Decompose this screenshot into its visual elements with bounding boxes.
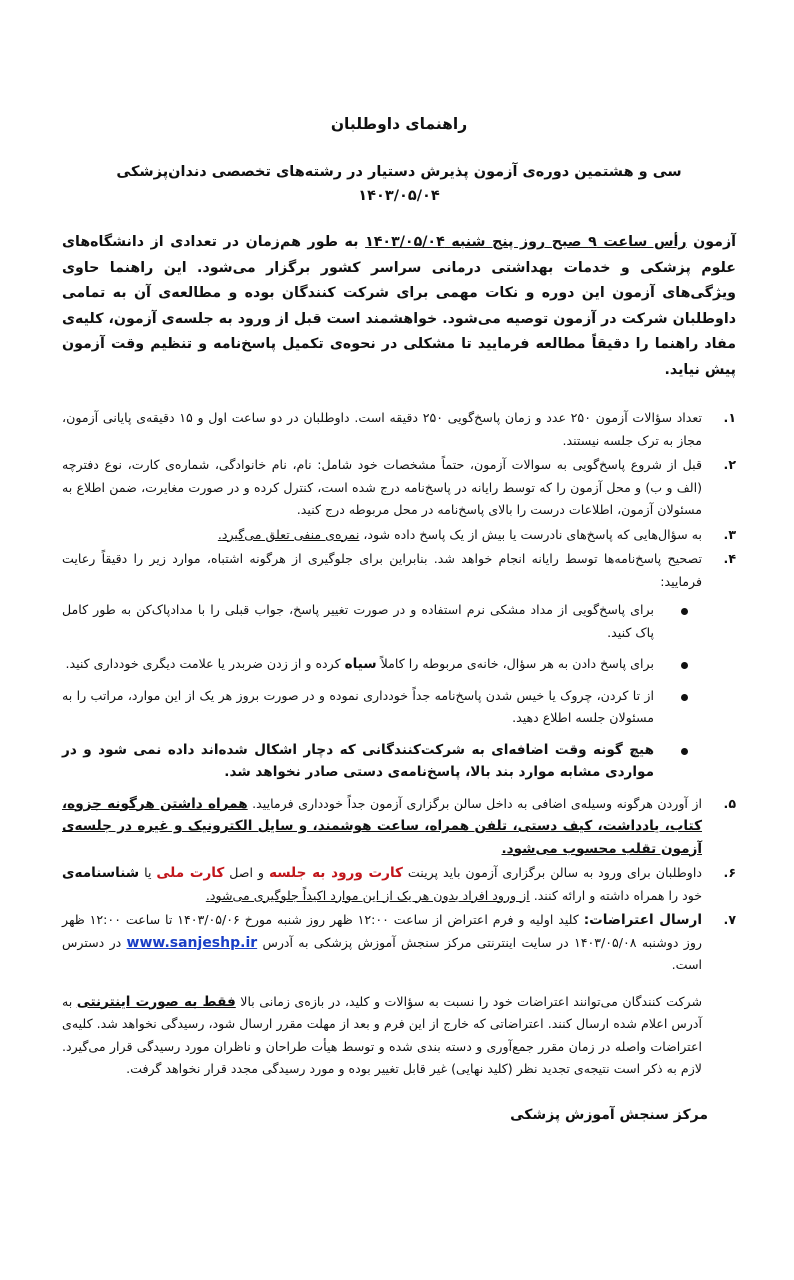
item-text: یا [139,865,157,880]
item-text: در دسترس است. [62,934,702,972]
birth-certificate-label: شناسنامه‌ی [62,865,140,881]
item-number: ۱. [723,410,736,425]
item-text: تعداد سؤالات آزمون ۲۵۰ عدد و زمان پاسخ‌گویی ۲۵۰ دقیقه است. داوطلبان در دو ساعت اول و ۱۵ دقیقه‌ی پایانی آزمون، مجاز به ترک جلسه نیستند. [62,410,702,448]
bullet-icon [681,694,688,701]
instruction-item-7 [62,909,736,977]
bullet-bold-text: هیچ گونه وقت اضافه‌ای به شرکت‌کنندگانی که دچار اشکال شده‌اند داده نمی شود و در مواردی مشابه موارد بند بالا، پاسخ‌نامه‌ی دستی صادر نخواهد شد. [62,741,654,780]
bullet-icon [681,662,688,669]
intro-text-2: به طور هم‌زمان در تعدادی از دانشگاه‌های علوم پزشکی و خدمات بهداشتی درمانی سراسر کشور برگزار می‌شود. این راهنما حاوی ویژگی‌های آزمون این دوره و نکات مهمی برای شرکت کنندگان بوده و مطالعه‌ی آن به تمامی داوطلبان شرکت در آزمون توصیه می‌شود. خواهشمند است قبل از ورود به جلسه‌ی آزمون، کلیه‌ی مفاد راهنما را دقیقاً مطالعه فرمایید تا مشکلی در نحوه‌ی تکمیل پاسخ‌نامه و تنظیم وقت آزمون پیش نیاید. [62,234,736,378]
bullet-icon [681,608,688,615]
national-card-label: کارت ملی [156,865,225,881]
instructions-list [62,407,736,977]
item-number: ۴. [723,551,736,566]
item-text: کلید اولیه و فرم اعتراض از ساعت ۱۲:۰۰ ظهر روز شنبه مورخ ۱۴۰۳/۰۵/۰۶ تا ساعت ۱۲:۰۰ ظهر روز دوشنبه ۱۴۰۳/۰۵/۰۸ در سایت اینترنتی مرکز سنجش آموزش پزشکی به آدرس [62,912,702,950]
instruction-item-3 [62,524,736,547]
item-text: تصحیح پاسخ‌نامه‌ها توسط رایانه انجام خواهد شد. بنابراین برای جلوگیری از هرگونه اشتباه، موارد زیر را دقیقاً رعایت فرمایید: [62,551,702,589]
online-only-emphasis: فقط به صورت اینترنتی [76,993,236,1010]
intro-paragraph [62,230,736,383]
bullet-item [62,739,654,784]
bullet-icon [681,748,688,755]
entry-restriction-note: از ورود افراد بدون هر یک از این موارد اکیداً جلوگیری می‌شود. [205,887,530,903]
instruction-item-2 [62,454,736,522]
note-text: شرکت کنندگان می‌توانند اعتراضات خود را نسبت به سؤالات و کلید، در بازه‌ی زمانی بالا [235,993,703,1009]
bullet-bold-word: سیاه [344,656,377,672]
bullet-item [62,599,654,644]
item-text: از آوردن هرگونه وسیله‌ی اضافی به داخل سالن برگزاری آزمون جداً خودداری فرمایید. [247,795,702,811]
intro-text-1: آزمون [686,234,736,250]
item-number: ۲. [723,457,736,472]
item-text: داوطلبان برای ورود به سالن برگزاری آزمون باید پرینت [402,865,702,880]
item-text: به سؤال‌هایی که پاسخ‌های نادرست یا بیش از یک پاسخ داده شود، [359,526,702,542]
item-number: ۳. [723,526,736,542]
document-date: ۱۴۰۳/۰۵/۰۴ [358,188,440,204]
item-text: خود را همراه داشته و ارائه کنند. [529,887,702,903]
document-title: راهنمای داوطلبان [330,115,468,133]
intro-exam-time: رأس ساعت ۹ صبح روز پنج شنبه ۱۴۰۳/۰۵/۰۴ [365,234,687,250]
instruction-item-4 [62,548,736,784]
bullet-item [62,685,654,730]
answer-sheet-rules [62,599,702,784]
instruction-item-6 [62,862,736,907]
negative-score-note: نمره‌ی منفی تعلق می‌گیرد. [217,526,360,542]
bullet-text: کرده و از زدن ضربدر یا علامت دیگری خودداری کنید. [65,656,345,671]
item-text: و اصل [224,865,269,880]
objections-label: ارسال اعتراضات: [583,912,702,928]
item-number: ۵. [723,795,736,811]
document-subtitle: سی و هشتمین دوره‌ی آزمون پذیرش دستیار در رشته‌های تخصصی دندان‌پزشکی [116,164,682,180]
item-number: ۶. [723,865,736,880]
bullet-text: برای پاسخ دادن به هر سؤال، خانه‌ی مربوطه را کاملاً [376,656,654,671]
instruction-item-5 [62,793,736,861]
instruction-item-1 [62,407,736,452]
item-number: ۷. [723,912,736,927]
note-text: به آدرس اعلام شده ارسال کنند. اعتراضاتی که خارج از این فرم و بعد از مهلت مقرر ارسال شود، رسیدگی نخواهد شد. کلیه‌ی اعتراضات واصله در زمان مقرر جمع‌آوری و دسته بندی شده و توسط هیأت طراحان و ناظران مورد رسیدگی قرار می‌گیرد. لازم به ذکر است نتیجه‌ی تجدید نظر (کلید نهایی) غیر قابل تغییر بوده و مورد رسیدگی مجدد قرار نخواهد گرفت. [62,993,702,1076]
bullet-text: برای پاسخ‌گویی از مداد مشکی نرم استفاده و در صورت تغییر پاسخ، جواب قبلی را با مدادپاک‌کن به طور کامل پاک کنید. [62,602,654,640]
entry-card-label: کارت ورود به جلسه [268,865,403,881]
objections-note [62,991,736,1081]
issuer-signature: مرکز سنجش آموزش پزشکی [510,1106,708,1123]
bullet-text: از تا کردن، چروک یا خیس شدن پاسخ‌نامه جداً خودداری نموده و در صورت بروز هر یک از این موارد، مراتب را به مسئولان جلسه اطلاع دهید. [62,687,654,725]
bullet-item [62,653,654,676]
prohibited-items-warning: همراه داشتن هرگونه جزوه، کتاب، یادداشت، کیف دستی، تلفن همراه، ساعت هوشمند، و سایل الکترونیک و غیره در جلسه‌ی آزمون تقلب محسوب می‌شود. [62,795,702,857]
sanjesh-website-link[interactable]: www.sanjeshp.ir [126,934,258,951]
item-text: قبل از شروع پاسخ‌گویی به سوالات آزمون، حتماً مشخصات خود شامل: نام، نام خانوادگی، شماره‌ی کارت، نوع دفترچه (الف و ب) و محل آزمون را که توسط رایانه در پاسخ‌نامه درج شده است، کنترل کرده و در صورت مغایرت، ضمن اطلاع به مسئولان آزمون، اطلاعات درست را بالای پاسخ‌نامه در محل مربوطه درج کنید. [62,457,702,517]
